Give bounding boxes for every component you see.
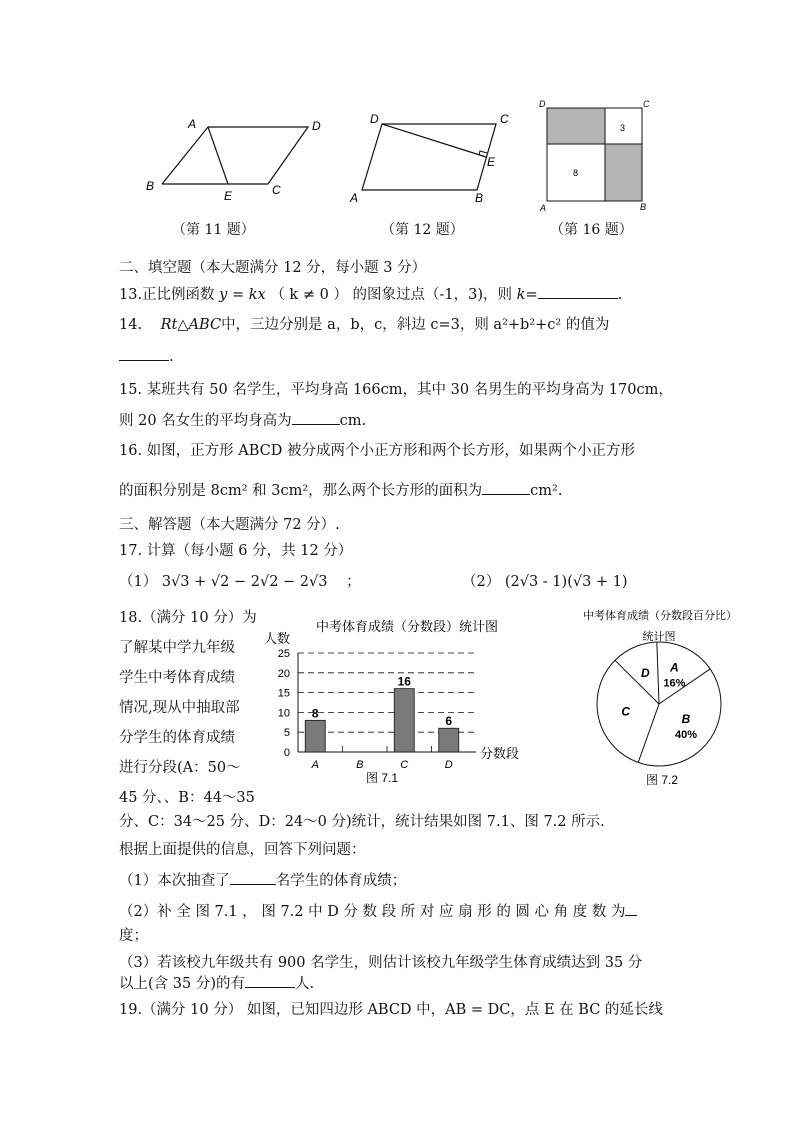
q15-line2-pre: 则 20 名女生的平均身高为	[119, 413, 292, 429]
bar-value-label-d: 6	[445, 714, 453, 729]
bar-chart-ytick-label: 10	[277, 707, 290, 720]
pie-chart-title-line2: 统计图	[642, 631, 676, 643]
q17-p2-expr: (2√3 - 1)(√3 + 1)	[504, 574, 628, 590]
q18-line-3: 学生中考体育成绩	[119, 670, 235, 686]
section3-title: 三、解答题（本大题满分 72 分）.	[119, 517, 340, 533]
q13-formula: y = kx	[219, 287, 266, 303]
q18-sub3-line1: （3）若该校九年级共有 900 名学生，则估计该校九年级学生体育成绩达到 35 分	[119, 955, 643, 971]
fig12-segment-de	[382, 124, 486, 157]
q13-condition: （ k ≠ 0 ）	[270, 287, 348, 303]
q18-line-4: 情况,现从中抽取部	[119, 700, 240, 716]
q18-sub3-post: 人.	[294, 976, 315, 992]
q14-num: 14.	[119, 317, 143, 333]
q17-part1	[119, 572, 361, 592]
q13-answer-blank[interactable]	[538, 284, 618, 299]
fig11-parallelogram	[162, 127, 308, 184]
bar-chart-ytick-label: 25	[277, 648, 290, 660]
fig16-shaded-rect-right	[605, 144, 642, 201]
fig12-label-d: D	[370, 112, 379, 126]
q19-line1: 19.（满分 10 分） 如图，已知四边形 ABCD 中，AB = DC，点 E 在 BC 的延长线	[119, 1002, 663, 1018]
q14-text: 中，三边分别是 a，b，c，斜边 c=3，则 a²+b²+c² 的值为	[221, 317, 610, 333]
fig16-label-a: A	[540, 203, 547, 213]
bar-category-label-d: D	[444, 759, 453, 771]
pie-slice-label-b: B	[681, 711, 691, 726]
figure-12	[345, 108, 525, 208]
q15-line2	[119, 410, 366, 431]
fig11-label-e: E	[224, 189, 233, 203]
fig12-label-c: C	[500, 112, 509, 126]
q18-sub1-post: 名学生的体育成绩；	[275, 873, 407, 889]
q18-line-1: 18.（满分 10 分）为	[119, 610, 257, 626]
q18-sub1-pre: （1）本次抽查了	[119, 873, 230, 889]
q15-answer-blank[interactable]	[292, 410, 340, 425]
q13-k: k	[516, 287, 526, 303]
bar-category-label-a: A	[311, 759, 319, 771]
bar-category-label-b: B	[356, 759, 364, 771]
bar-a	[305, 720, 325, 752]
bar-chart-caption: 图 7.1	[365, 771, 399, 785]
q16-line1: 16. 如图，正方形 ABCD 被分成两个小正方形和两个长方形，如果两个小正方形	[119, 443, 636, 459]
q18-line-5: 分学生的体育成绩	[119, 730, 235, 746]
pie-chart-caption: 图 7.2	[645, 773, 679, 787]
q16-line2	[119, 480, 562, 501]
bar-c	[394, 689, 414, 752]
q13	[119, 284, 622, 305]
q18-prompt: 根据上面提供的信息，回答下列问题：	[119, 842, 366, 858]
fig16-caption: （第 16 题）	[550, 222, 633, 238]
fig11-label-c: C	[272, 183, 281, 197]
q17-part2	[462, 572, 628, 592]
q17-p1-expr: 3√3 + √2 − 2√2 − 2√3	[161, 574, 328, 590]
fig12-label-a: A	[350, 191, 359, 205]
fig11-label-a: A	[188, 117, 197, 131]
q13-prefix: 13.正比例函数	[119, 287, 215, 303]
bar-chart-ytick-label: 20	[277, 667, 290, 680]
pie-slice-label-a: A	[670, 660, 679, 675]
q15-line1: 15. 某班共有 50 名学生，平均身高 166cm，其中 30 名男生的平均身高为 170cm，	[119, 382, 673, 398]
fig11-segment-ae	[208, 127, 228, 184]
q16-line2-post: cm².	[530, 483, 563, 499]
pie-slice-percent-a: 16%	[663, 677, 686, 690]
q18-sub2-answer-blank[interactable]	[625, 901, 637, 916]
pie-slice-boundary-d	[615, 660, 659, 704]
q18-sub3-line2	[119, 973, 314, 994]
fig16-label-b: B	[640, 202, 647, 212]
bar-value-label-a: 8	[311, 706, 319, 721]
q18-sub2-line2: 度；	[119, 928, 148, 944]
q16-answer-blank[interactable]	[482, 480, 530, 495]
q18-sub2-text: （2）补 全 图 7.1 ， 图 7.2 中 D 分 数 段 所 对 应 扇 形 的 圆 心 角 度 数 为	[119, 904, 626, 920]
q13-end: .	[617, 287, 623, 303]
fig12-caption: （第 12 题）	[381, 222, 464, 238]
pie-slice-boundary-a	[657, 642, 659, 704]
fig16-area-8: 8	[573, 168, 579, 178]
pie-chart-title-line1: 中考体育成绩（分数段百分比）	[583, 610, 737, 622]
fig12-parallelogram	[362, 124, 496, 190]
q18-line-6: 进行分段(A：50～	[119, 760, 241, 776]
bar-chart-ytick-label: 5	[283, 727, 290, 740]
fig11-label-b: B	[146, 179, 155, 193]
q18-line-2: 了解某中学九年级	[119, 640, 235, 656]
q14-line2	[119, 346, 174, 367]
pie-slice-label-c: C	[621, 704, 631, 719]
q18-full-line: 分、C：34～25 分、D：24～0 分)统计，统计结果如图 7.1、图 7.2 所示.	[119, 814, 605, 830]
q18-left-text	[119, 603, 257, 813]
q17-title: 17. 计算（每小题 6 分，共 12 分）	[119, 543, 353, 559]
bar-chart-ytick-label: 0	[283, 747, 290, 759]
pie-chart-7-2	[560, 604, 760, 789]
q14-answer-blank[interactable]	[119, 346, 169, 361]
q18-sub2-line1	[119, 901, 637, 922]
q14	[119, 315, 609, 335]
fig11-label-d: D	[312, 119, 321, 133]
q18-sub1-answer-blank[interactable]	[230, 870, 276, 885]
fig12-right-angle-mark	[479, 151, 487, 155]
pie-slice-boundary-c	[638, 704, 659, 762]
bar-d	[439, 728, 459, 752]
bar-chart-7-1	[262, 612, 542, 792]
pie-slice-percent-b: 40%	[675, 728, 698, 741]
bar-category-label-c: C	[400, 759, 409, 771]
fig16-shaded-rect-top	[547, 108, 605, 144]
q18-sub3-answer-blank[interactable]	[245, 973, 295, 988]
section2-title: 二、填空题（本大题满分 12 分，每小题 3 分）	[119, 260, 427, 276]
pie-slice-label-d: D	[641, 665, 650, 680]
bar-chart-ytick-label: 15	[277, 687, 290, 700]
q18-sub3-pre: 以上(含 35 分)的有	[119, 976, 245, 992]
fig16-label-d: D	[539, 99, 546, 109]
bar-chart-title: 中考体育成绩（分数段）统计图	[315, 619, 499, 634]
q17-p2-label: （2）	[462, 574, 501, 590]
figure-11	[140, 110, 340, 210]
bar-chart-ylabel: 人数	[264, 631, 291, 646]
q18-sub1	[119, 870, 406, 891]
q16-line2-pre: 的面积分别是 8cm² 和 3cm²，那么两个长方形的面积为	[119, 483, 483, 499]
q13-eq: =	[525, 287, 538, 303]
q14-end: .	[169, 349, 174, 365]
q14-rt-triangle: Rt△ABC	[160, 317, 222, 333]
bar-value-label-c: 16	[397, 674, 411, 689]
fig12-label-e: E	[487, 155, 496, 169]
fig12-label-b: B	[475, 191, 484, 205]
figure-16	[537, 98, 657, 213]
q15-line2-post: cm.	[339, 413, 367, 429]
q18-line-7: 45 分、、B：44～35	[119, 790, 255, 806]
fig16-area-3: 3	[620, 123, 626, 133]
q17-p1-label: （1）	[119, 574, 158, 590]
fig11-caption: （第 11 题）	[172, 222, 255, 238]
q17-p1-sep: ；	[346, 574, 361, 590]
q13-middle: 的图象过点（-1，3)，则	[352, 287, 513, 303]
fig16-label-c: C	[643, 99, 650, 109]
bar-chart-xlabel: 分数段	[480, 746, 520, 761]
